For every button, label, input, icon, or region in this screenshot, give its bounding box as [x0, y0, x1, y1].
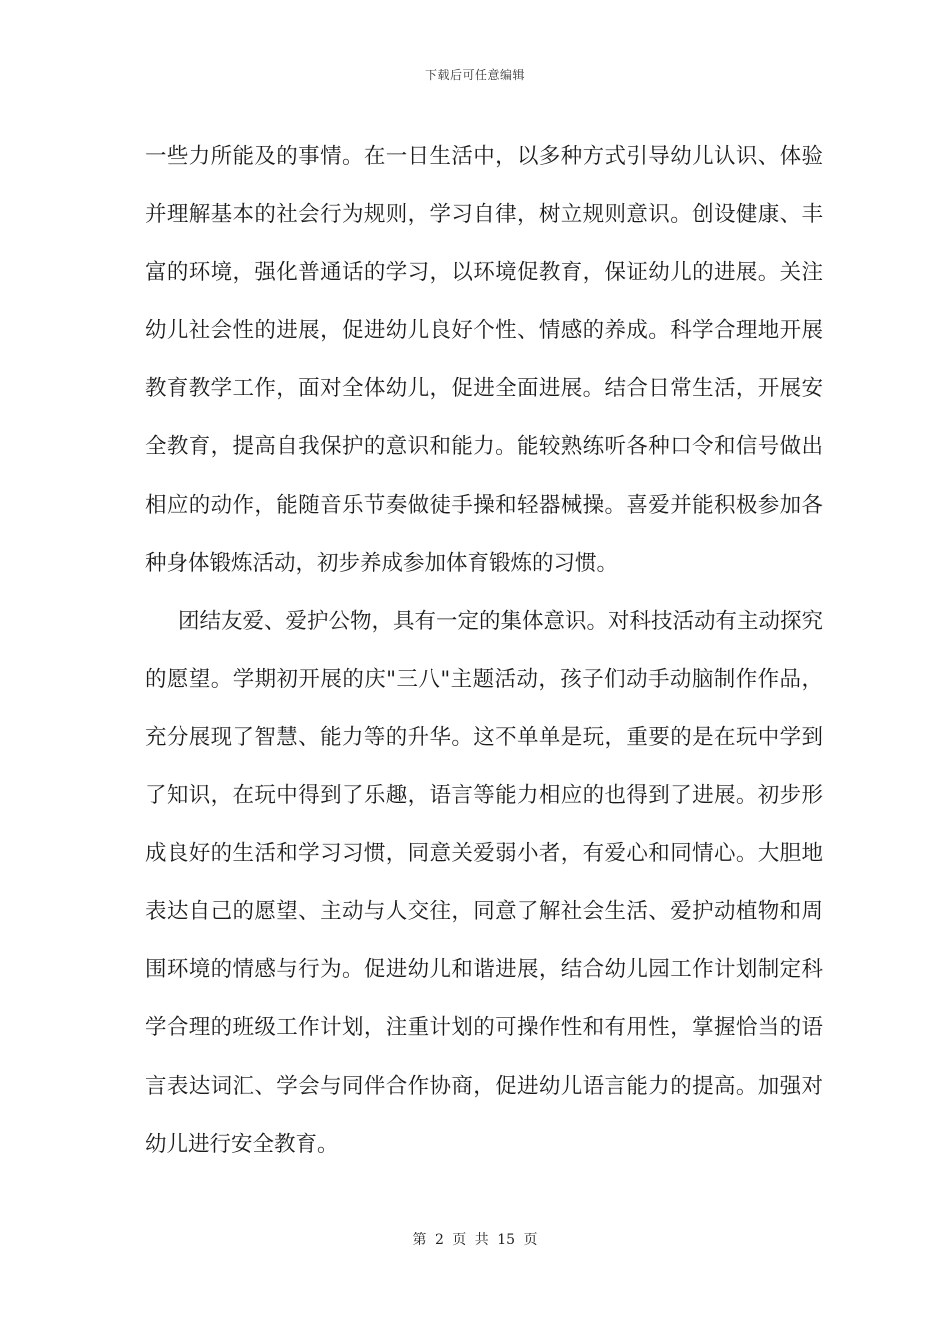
document-body — [145, 128, 823, 1174]
page-footer: 第 2 页 共 15 页 — [412, 1232, 538, 1248]
paragraph-2: 团结友爱、爱护公物，具有一定的集体意识。对科技活动有主动探究的愿望。学期初开展的庆"三八"主题活动，孩子们动手动脑制作作品，充分展现了智慧、能力等的升华。这不单单是玩，重要的是在玩中学到了知识，在玩中得到了乐趣，语言等能力相应的也得到了进展。初步形成良好的生活和学习习惯，同意关爱弱小者，有爱心和同情心。大胆地表达自己的愿望、主动与人交往，同意了解社会生活、爱护动植物和周围环境的情感与行为。促进幼儿和谐进展，结合幼儿园工作计划制定科学合理的班级工作计划，注重计划的可操作性和有用性，掌握恰当的语言表达词汇、学会与同伴合作协商，促进幼儿语言能力的提高。加强对幼儿进行安全教育。 — [145, 608, 824, 1157]
paragraph-1: 一些力所能及的事情。在一日生活中，以多种方式引导幼儿认识、体验并理解基本的社会行为规则，学习自律，树立规则意识。创设健康、丰富的环境，强化普通话的学习，以环境促教育，保证幼儿的进展。关注幼儿社会性的进展，促进幼儿良好个性、情感的养成。科学合理地开展教育教学工作，面对全体幼儿，促进全面进展。结合日常生活，开展安全教育，提高自我保护的意识和能力。能较熟练听各种口令和信号做出相应的动作，能随音乐节奏做徒手操和轻器械操。喜爱并能积极参加各种身体锻炼活动，初步养成参加体育锻炼的习惯。 — [145, 144, 823, 576]
page-header: 下载后可任意编辑 — [424, 68, 525, 82]
